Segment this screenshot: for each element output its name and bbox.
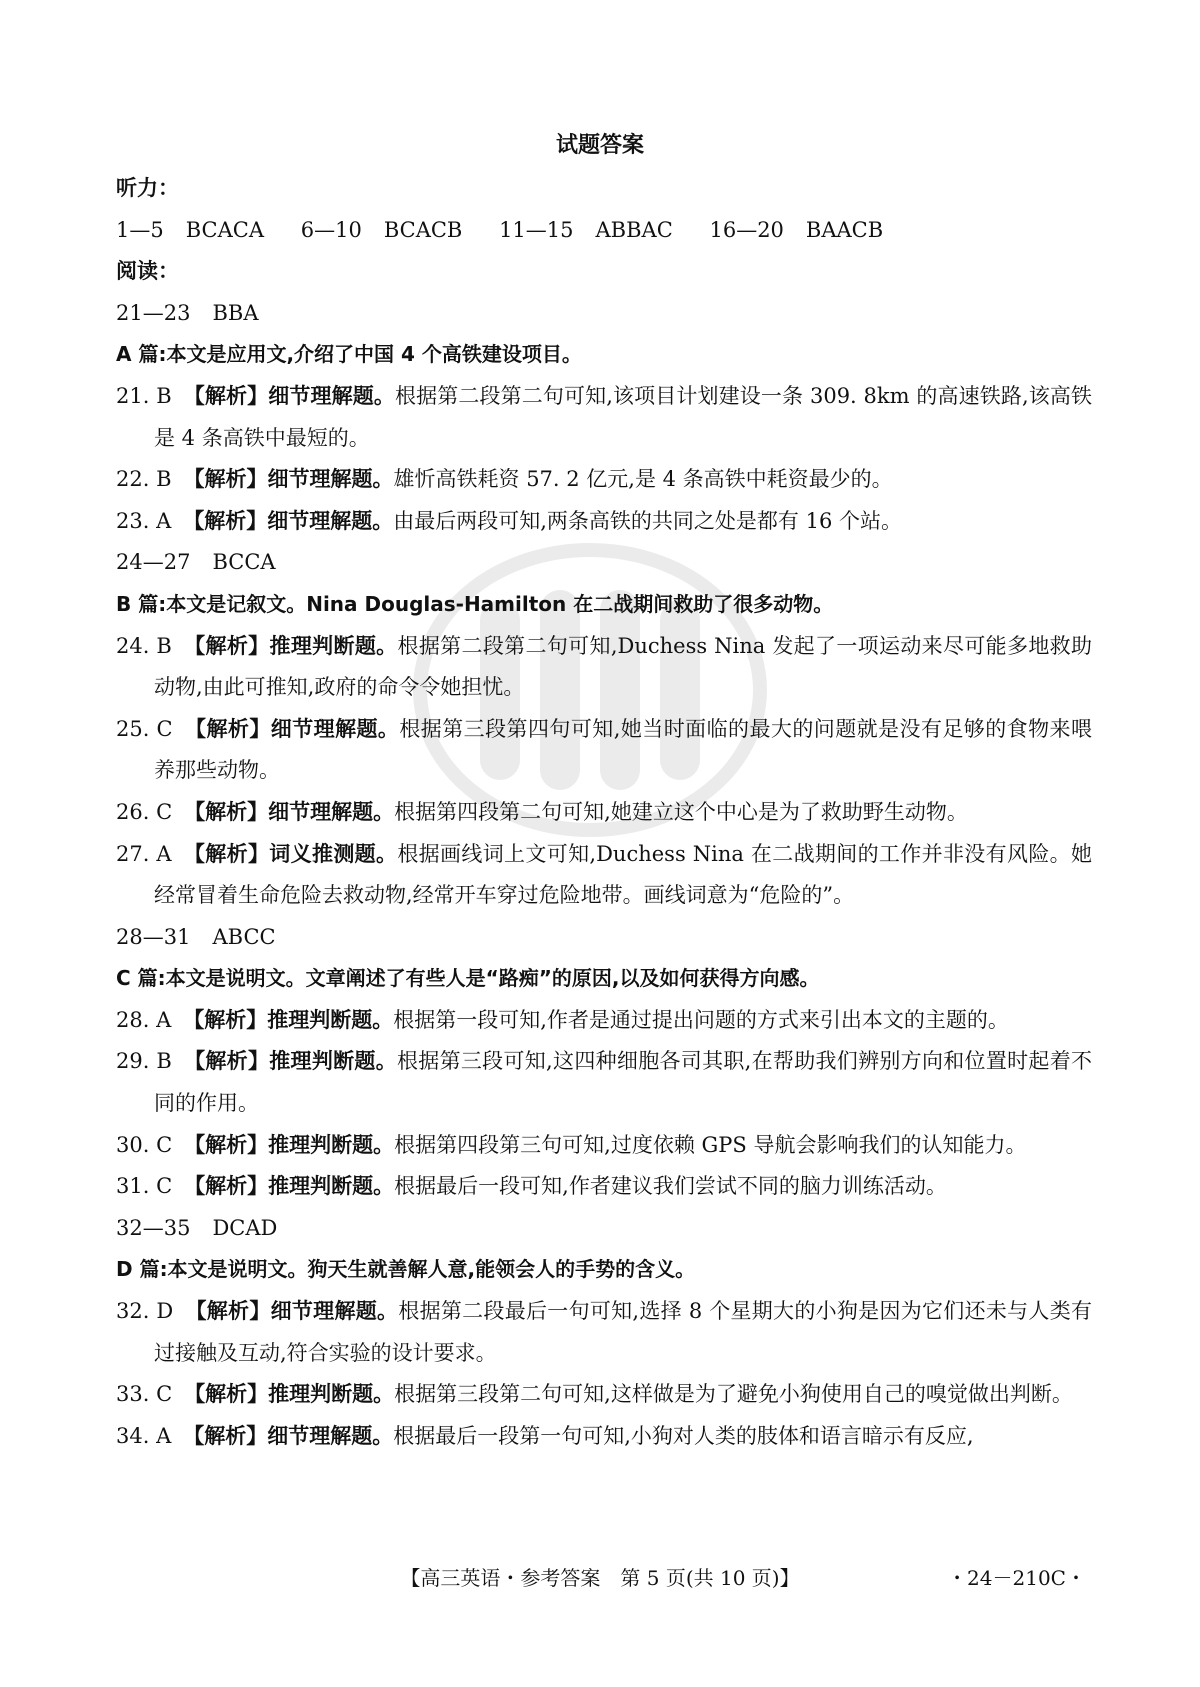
explanation-item	[116, 459, 1092, 501]
answer-letters: DCAD	[212, 1215, 278, 1240]
answer-range: 21—23	[116, 300, 191, 325]
answer-range: 28—31	[116, 924, 191, 949]
explanation-item	[116, 1291, 1092, 1374]
explanation-item	[116, 1374, 1092, 1416]
answer-range: 16—20	[709, 217, 784, 242]
answer-range: 24—27	[116, 550, 191, 575]
item-number: 24. B	[116, 633, 172, 658]
item-text: 根据第三段可知,这四种细胞各司其职,在帮助我们辨别方向和位置时起着不同的作用。	[154, 1049, 1092, 1116]
item-text: 根据第一段可知,作者是通过提出问题的方式来引出本文的主题的。	[393, 1007, 1009, 1032]
answer-letters: BCCA	[212, 550, 276, 575]
answer-range: 1—5	[116, 217, 164, 242]
explanation-item	[116, 1125, 1092, 1167]
item-text: 根据第二段第二句可知,该项目计划建设一条 309. 8km 的高速铁路,该高铁是 4 条高铁中最短的。	[154, 383, 1092, 450]
section-answers	[116, 542, 1092, 584]
item-tag: 【解析】推理判断题。	[183, 633, 398, 658]
section-summary: B 篇:本文是记叙文。Nina Douglas-Hamilton 在二战期间救助了很多动物。	[116, 591, 834, 616]
answer-key-content	[116, 168, 1092, 1457]
item-text: 根据第二段最后一句可知,选择 8 个星期大的小狗是因为它们还未与人类有过接触及互动,符合实验的设计要求。	[154, 1299, 1093, 1365]
explanation-item	[116, 376, 1092, 459]
answer-letters: BCACA	[185, 217, 265, 242]
answer-letters: ABCC	[212, 924, 276, 949]
section-summary: D 篇:本文是说明文。狗天生就善解人意,能领会人的手势的含义。	[116, 1257, 696, 1282]
item-tag: 【解析】细节理解题。	[185, 1299, 399, 1324]
footer-page-info: 【高三英语・参考答案 第 5 页(共 10 页)】	[400, 1566, 800, 1590]
page-title: 试题答案	[555, 133, 644, 158]
section-summary: C 篇:本文是说明文。文章阐述了有些人是“路痴”的原因,以及如何获得方向感。	[116, 966, 820, 991]
item-tag: 【解析】细节理解题。	[183, 467, 394, 492]
explanation-item	[116, 709, 1092, 792]
item-text: 雄忻高铁耗资 57. 2 亿元,是 4 条高铁中耗资最少的。	[393, 467, 893, 492]
item-number: 34. A	[116, 1423, 172, 1448]
item-text: 根据第四段第三句可知,过度依赖 GPS 导航会影响我们的认知能力。	[394, 1132, 1027, 1157]
section-answers	[116, 293, 1092, 335]
item-number: 29. B	[116, 1049, 172, 1074]
item-tag: 【解析】推理判断题。	[184, 1132, 395, 1157]
explanation-item	[116, 834, 1092, 917]
item-text: 根据第四段第二句可知,她建立这个中心是为了救助野生动物。	[394, 799, 968, 824]
item-tag: 【解析】推理判断题。	[184, 1382, 395, 1407]
item-tag: 【解析】推理判断题。	[183, 1007, 394, 1032]
answer-letters: BAACB	[805, 217, 884, 242]
answer-range: 32—35	[116, 1215, 191, 1240]
item-number: 32. D	[116, 1299, 174, 1324]
item-text: 根据第二段第二句可知,Duchess Nina 发起了一项运动来尽可能多地救助动物,由此可推知,政府的命令令她担忧。	[154, 633, 1092, 700]
item-number: 33. C	[116, 1382, 173, 1407]
answer-letters: BCACB	[383, 217, 463, 242]
item-tag: 【解析】细节理解题。	[183, 383, 396, 408]
item-number: 21. B	[116, 383, 172, 408]
item-text: 由最后两段可知,两条高铁的共同之处是都有 16 个站。	[393, 508, 902, 533]
footer-code: ・24－210C・	[947, 1566, 1086, 1590]
item-tag: 【解析】细节理解题。	[184, 799, 395, 824]
section-answers	[116, 1208, 1092, 1250]
section-summary: A 篇:本文是应用文,介绍了中国 4 个高铁建设项目。	[116, 342, 582, 367]
item-number: 25. C	[116, 716, 173, 741]
item-number: 27. A	[116, 841, 172, 866]
answer-range: 11—15	[499, 217, 574, 242]
item-text: 根据第三段第四句可知,她当时面临的最大的问题就是没有足够的食物来喂养那些动物。	[154, 716, 1092, 783]
item-tag: 【解析】细节理解题。	[183, 1423, 394, 1448]
item-text: 根据画线词上文可知,Duchess Nina 在二战期间的工作并非没有风险。她经常冒着生命危险去救动物,经常开车穿过危险地带。画线词意为“危险的”。	[154, 841, 1092, 908]
section-answers	[116, 917, 1092, 959]
answer-letters: BBA	[212, 300, 259, 325]
item-text: 根据最后一段第一句可知,小狗对人类的肢体和语言暗示有反应,	[393, 1423, 974, 1448]
item-number: 22. B	[116, 467, 172, 492]
listening-answers	[116, 210, 1092, 252]
explanation-item	[116, 1416, 1092, 1458]
item-tag: 【解析】细节理解题。	[184, 716, 400, 741]
listening-heading: 听力：	[116, 176, 179, 200]
explanation-item	[116, 1041, 1092, 1124]
item-number: 23. A	[116, 508, 172, 533]
answer-range: 6—10	[300, 217, 362, 242]
explanation-item	[116, 501, 1092, 543]
answer-letters: ABBAC	[595, 217, 673, 242]
item-tag: 【解析】细节理解题。	[183, 508, 394, 533]
explanation-item	[116, 1166, 1092, 1208]
item-tag: 【解析】推理判断题。	[183, 1049, 398, 1074]
explanation-item	[116, 792, 1092, 834]
item-number: 28. A	[116, 1007, 172, 1032]
item-number: 30. C	[116, 1132, 173, 1157]
item-tag: 【解析】词义推测题。	[183, 841, 398, 866]
item-tag: 【解析】推理判断题。	[184, 1174, 395, 1199]
explanation-item	[116, 626, 1092, 709]
item-number: 26. C	[116, 799, 173, 824]
item-number: 31. C	[116, 1174, 173, 1199]
explanation-item	[116, 1000, 1092, 1042]
item-text: 根据第三段第二句可知,这样做是为了避免小狗使用自己的嗅觉做出判断。	[394, 1382, 1073, 1407]
item-text: 根据最后一段可知,作者建议我们尝试不同的脑力训练活动。	[394, 1174, 947, 1199]
reading-heading: 阅读：	[116, 259, 179, 284]
